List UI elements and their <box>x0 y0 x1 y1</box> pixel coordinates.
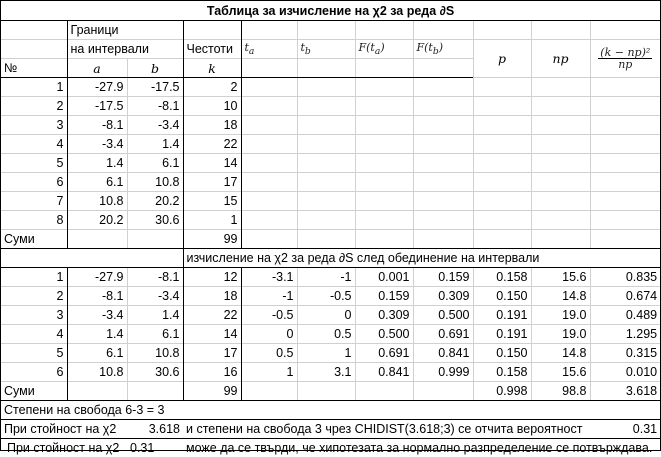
cell-ftb: 0.500 <box>413 306 473 325</box>
table-row <box>1 116 660 135</box>
table-row <box>1 173 660 192</box>
cell-chi: 0.315 <box>590 344 660 363</box>
footer-line3-value: 0.31 <box>127 439 183 457</box>
cell-k: 1 <box>183 211 241 230</box>
table-row <box>1 268 660 287</box>
cell-chi: 0.010 <box>590 363 660 382</box>
header-fta: $F(t_a)$ <box>355 40 413 59</box>
cell-p: 0.158 <box>473 363 531 382</box>
sums2-np: 98.8 <box>531 382 590 401</box>
header-interval: на интервали <box>67 40 183 59</box>
cell-ta: 0 <box>241 325 297 344</box>
cell-b: 6.1 <box>127 325 183 344</box>
cell-a: -8.1 <box>67 287 127 306</box>
cell-k: 12 <box>183 268 241 287</box>
cell-k: 22 <box>183 306 241 325</box>
row-number: 4 <box>1 135 67 154</box>
header-ta: $t_a$ <box>241 40 297 59</box>
cell-ftb: 0.309 <box>413 287 473 306</box>
row-number: 8 <box>1 211 67 230</box>
row-number: 2 <box>1 287 67 306</box>
cell-b: -17.5 <box>127 78 183 97</box>
cell-b: -3.4 <box>127 116 183 135</box>
cell-k: 17 <box>183 173 241 192</box>
header-k: k <box>183 59 241 78</box>
sums1-k: 99 <box>183 230 241 249</box>
cell-a: 10.8 <box>67 363 127 382</box>
cell-np: 19.0 <box>531 325 590 344</box>
cell-tb: 0 <box>297 306 355 325</box>
cell-k: 15 <box>183 192 241 211</box>
table-row <box>1 78 660 97</box>
cell-fta: 0.001 <box>355 268 413 287</box>
table-row <box>1 344 660 363</box>
cell-ftb: 0.999 <box>413 363 473 382</box>
header-np: np <box>531 40 590 78</box>
row-number: 1 <box>1 268 67 287</box>
cell-k: 16 <box>183 363 241 382</box>
header-chi-formula: $\frac{\text{(k − np)²}}{np}$ <box>590 40 660 78</box>
cell-ta: -0.5 <box>241 306 297 325</box>
table-title: Таблица за изчисление на χ2 за реда ∂S <box>1 1 660 21</box>
footer-line2-text: и степени на свобода 3 чрез CHIDIST(3.618;3) се отчита вероятност <box>183 420 590 439</box>
header-boundaries: Граници <box>67 21 183 40</box>
subtitle: изчисление на χ2 за реда ∂S след обединение на интервали <box>183 249 660 268</box>
row-number: 3 <box>1 306 67 325</box>
cell-b: 10.8 <box>127 173 183 192</box>
sums2-k: 99 <box>183 382 241 401</box>
header-a: a <box>67 59 127 78</box>
header-b: b <box>127 59 183 78</box>
cell-a: -3.4 <box>67 306 127 325</box>
footer-line3-label: При стойност на χ2 <box>1 439 127 457</box>
cell-a: 6.1 <box>67 173 127 192</box>
cell-a: -8.1 <box>67 116 127 135</box>
cell-fta: 0.691 <box>355 344 413 363</box>
row-number: 6 <box>1 363 67 382</box>
cell-fta: 0.841 <box>355 363 413 382</box>
table-row <box>1 211 660 230</box>
cell-chi: 0.674 <box>590 287 660 306</box>
cell-tb: 0.5 <box>297 325 355 344</box>
cell-a: 20.2 <box>67 211 127 230</box>
cell-ta: -3.1 <box>241 268 297 287</box>
cell-p: 0.191 <box>473 325 531 344</box>
cell-a: 1.4 <box>67 325 127 344</box>
cell-b: -3.4 <box>127 287 183 306</box>
footer-line2-value: 3.618 <box>127 420 183 439</box>
cell-a: -27.9 <box>67 268 127 287</box>
table-row <box>1 192 660 211</box>
cell-tb: 1 <box>297 344 355 363</box>
cell-ta: 0.5 <box>241 344 297 363</box>
cell-k: 14 <box>183 154 241 173</box>
cell-b: 20.2 <box>127 192 183 211</box>
row-number: 5 <box>1 154 67 173</box>
cell-a: 6.1 <box>67 344 127 363</box>
cell-k: 14 <box>183 325 241 344</box>
table-row <box>1 325 660 344</box>
cell-p: 0.150 <box>473 344 531 363</box>
table-row <box>1 135 660 154</box>
table-row <box>1 306 660 325</box>
dof-text: Степени на свобода 6-3 = 3 <box>1 401 241 420</box>
header-tb: $t_b$ <box>297 40 355 59</box>
cell-b: 6.1 <box>127 154 183 173</box>
cell-p: 0.150 <box>473 287 531 306</box>
footer-line3-text: може да се твърди, че хипотезата за нормално разпределение се потвърждава. <box>183 439 660 457</box>
cell-k: 2 <box>183 78 241 97</box>
footer-line2-prob: 0.31 <box>590 420 660 439</box>
row-number: 3 <box>1 116 67 135</box>
table-row <box>1 363 660 382</box>
cell-chi: 0.489 <box>590 306 660 325</box>
header-frequencies: Честоти <box>183 40 241 59</box>
cell-a: -17.5 <box>67 97 127 116</box>
header-ftb: $F(t_b)$ <box>413 40 473 59</box>
cell-a: 1.4 <box>67 154 127 173</box>
cell-b: -8.1 <box>127 97 183 116</box>
header-p: p <box>473 40 531 78</box>
sums2-p: 0.998 <box>473 382 531 401</box>
table-row <box>1 287 660 306</box>
cell-fta: 0.500 <box>355 325 413 344</box>
cell-np: 19.0 <box>531 306 590 325</box>
row-number: 6 <box>1 173 67 192</box>
cell-a: -27.9 <box>67 78 127 97</box>
cell-np: 15.6 <box>531 363 590 382</box>
cell-ftb: 0.159 <box>413 268 473 287</box>
cell-ta: -1 <box>241 287 297 306</box>
cell-tb: -0.5 <box>297 287 355 306</box>
cell-b: 30.6 <box>127 363 183 382</box>
cell-p: 0.158 <box>473 268 531 287</box>
cell-b: 10.8 <box>127 344 183 363</box>
cell-tb: 3.1 <box>297 363 355 382</box>
header-no: № <box>1 59 67 78</box>
cell-np: 14.8 <box>531 344 590 363</box>
cell-k: 18 <box>183 287 241 306</box>
cell-fta: 0.159 <box>355 287 413 306</box>
cell-k: 10 <box>183 97 241 116</box>
chi-square-table <box>1 1 660 457</box>
cell-ta: 1 <box>241 363 297 382</box>
table1-body <box>1 78 660 230</box>
cell-k: 18 <box>183 116 241 135</box>
table2-body <box>1 268 660 382</box>
cell-tb: -1 <box>297 268 355 287</box>
row-number: 4 <box>1 325 67 344</box>
cell-k: 17 <box>183 344 241 363</box>
table-row <box>1 97 660 116</box>
table-row <box>1 154 660 173</box>
cell-p: 0.191 <box>473 306 531 325</box>
cell-fta: 0.309 <box>355 306 413 325</box>
cell-b: 30.6 <box>127 211 183 230</box>
row-number: 1 <box>1 78 67 97</box>
row-number: 5 <box>1 344 67 363</box>
cell-np: 14.8 <box>531 287 590 306</box>
cell-np: 15.6 <box>531 268 590 287</box>
cell-b: 1.4 <box>127 135 183 154</box>
sums2-chi: 3.618 <box>590 382 660 401</box>
cell-chi: 0.835 <box>590 268 660 287</box>
cell-b: 1.4 <box>127 306 183 325</box>
row-number: 2 <box>1 97 67 116</box>
cell-b: -8.1 <box>127 268 183 287</box>
cell-a: -3.4 <box>67 135 127 154</box>
row-number: 7 <box>1 192 67 211</box>
footer-line2-label: При стойност на χ2 <box>1 420 127 439</box>
sums2-label: Суми <box>1 382 67 401</box>
cell-chi: 1.295 <box>590 325 660 344</box>
cell-ftb: 0.691 <box>413 325 473 344</box>
cell-ftb: 0.841 <box>413 344 473 363</box>
cell-k: 22 <box>183 135 241 154</box>
cell-a: 10.8 <box>67 192 127 211</box>
sums1-label: Суми <box>1 230 67 249</box>
